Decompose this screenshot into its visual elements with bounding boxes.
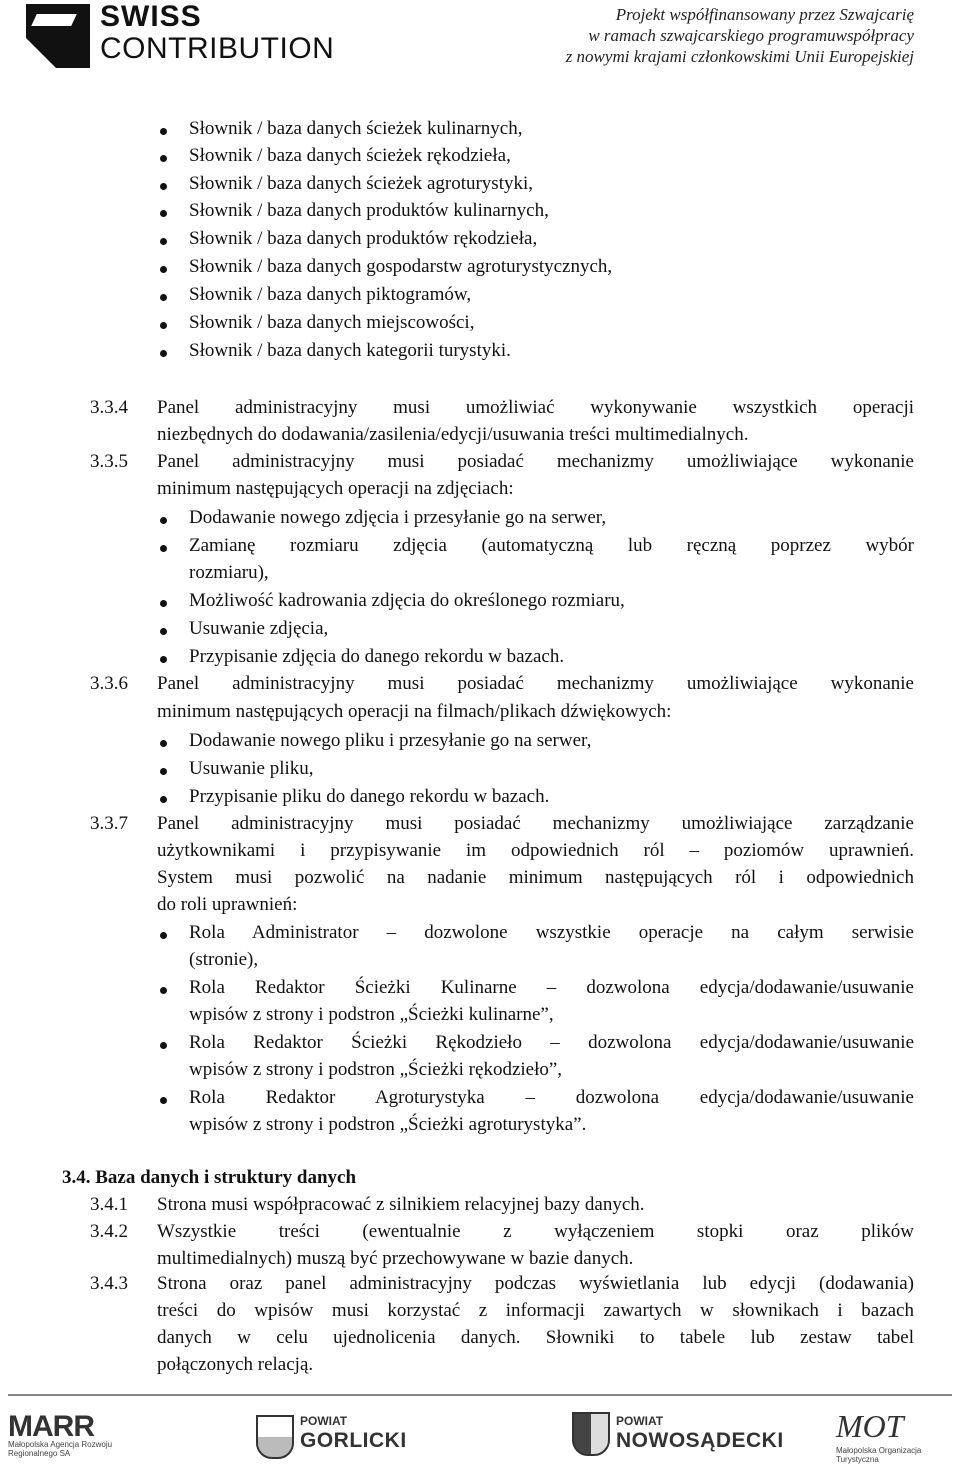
list-item: Zamianę rozmiaru zdjęcia (automatyczną lub ręczną poprzez wybór (189, 535, 914, 556)
tagline-line-3: z nowymi krajami członkowskimi Unii Europejskiej (565, 47, 914, 66)
section-number: 3.4.3 (90, 1273, 128, 1294)
mot-logo-caption: Małopolska Organizacja Turystyczna (836, 1446, 922, 1464)
paragraph-line: Panel administracyjny musi umożliwiać wykonywanie wszystkich operacji (157, 397, 914, 418)
list-item: Rola Redaktor Ścieżki Rękodzieło – dozwolona edycja/dodawanie/usuwanie (189, 1032, 914, 1053)
list-item: Przypisanie zdjęcia do danego rekordu w bazach. (189, 646, 565, 667)
paragraph-line: użytkownikami i przypisywanie im odpowiednich ról – poziomów uprawnień. (157, 840, 914, 861)
list-item-continuation: (stronie), (189, 949, 259, 970)
paragraph-line: do roli uprawnień: (157, 894, 298, 915)
list-item: Słownik / baza danych gospodarstw agroturystycznych, (189, 256, 613, 277)
section-heading: 3.4. Baza danych i struktury danych (62, 1167, 357, 1188)
list-item: Usuwanie pliku, (189, 758, 314, 779)
powiat-nowosadecki-name: NOWOSĄDECKI (616, 1429, 784, 1452)
list-item: Dodawanie nowego pliku i przesyłanie go na serwer, (189, 730, 592, 751)
list-item: Usuwanie zdjęcia, (189, 618, 329, 639)
paragraph-line: połączonych relacją. (157, 1354, 314, 1375)
paragraph-line: niezbędnych do dodawania/zasilenia/edycji/usuwania treści multimedialnych. (157, 424, 749, 445)
paragraph-line: multimedialnych) muszą być przechowywane w bazie danych. (157, 1248, 634, 1269)
footer-divider (8, 1394, 952, 1396)
list-item: Słownik / baza danych miejscowości, (189, 312, 475, 333)
powiat-gorlicki-label: POWIAT (300, 1414, 348, 1428)
paragraph-line: Strona oraz panel administracyjny podczas wyświetlania lub edycji (dodawania) (157, 1273, 914, 1294)
list-item: Rola Redaktor Ścieżki Kulinarne – dozwolona edycja/dodawanie/usuwanie (189, 977, 914, 998)
paragraph-line: treści do wpisów musi korzystać z informacji zawartych w słownikach i bazach (157, 1300, 914, 1321)
list-item: Słownik / baza danych ścieżek rękodzieła, (189, 145, 511, 166)
section-number: 3.4.2 (90, 1221, 128, 1242)
powiat-gorlicki-name: GORLICKI (300, 1429, 407, 1452)
tagline-line-1: Projekt współfinansowany przez Szwajcarię (615, 5, 914, 24)
marr-logo: MARR (8, 1410, 94, 1443)
logo-text-swiss: SWISS (100, 0, 202, 33)
list-item: Możliwość kadrowania zdjęcia do określonego rozmiaru, (189, 590, 625, 611)
paragraph-line: Wszystkie treści (ewentualnie z wyłączeniem stopki oraz plików (157, 1221, 914, 1242)
section-number: 3.3.5 (90, 451, 128, 472)
list-item-continuation: wpisów z strony i podstron „Ścieżki kulinarne”, (189, 1004, 554, 1025)
swiss-contribution-logo-icon (26, 4, 90, 68)
list-item: Słownik / baza danych kategorii turystyki. (189, 340, 511, 361)
paragraph-line: danych w celu ujednolicenia danych. Słowniki to tabele lub zestaw tabel (157, 1327, 914, 1348)
list-item: Słownik / baza danych ścieżek kulinarnych, (189, 118, 523, 139)
paragraph-line: Panel administracyjny musi posiadać mechanizmy umożliwiające wykonanie (157, 451, 914, 472)
marr-logo-caption: Małopolska Agencja Rozwoju Regionalnego SA (8, 1440, 113, 1458)
paragraph-line: Panel administracyjny musi posiadać mechanizmy umożliwiające wykonanie (157, 673, 914, 694)
list-item-continuation: wpisów z strony i podstron „Ścieżki agroturystyka”. (189, 1114, 587, 1135)
paragraph-line: minimum następujących operacji na zdjęciach: (157, 478, 514, 499)
powiat-nowosadecki-coat-of-arms-icon (572, 1412, 610, 1456)
list-item-continuation: rozmiaru), (189, 562, 269, 583)
mot-logo: MOT (836, 1408, 904, 1444)
section-number: 3.4.1 (90, 1194, 128, 1215)
paragraph-line: Strona musi współpracować z silnikiem relacyjnej bazy danych. (157, 1194, 645, 1215)
powiat-nowosadecki-label: POWIAT (616, 1414, 664, 1428)
section-number: 3.3.4 (90, 397, 128, 418)
list-item: Przypisanie pliku do danego rekordu w bazach. (189, 786, 550, 807)
list-item: Rola Administrator – dozwolone wszystkie operacje na całym serwisie (189, 922, 914, 943)
paragraph-line: minimum następujących operacji na filmach/plikach dźwiękowych: (157, 701, 672, 722)
section-number: 3.3.7 (90, 813, 128, 834)
paragraph-line: System musi pozwolić na nadanie minimum następujących ról i odpowiednich (157, 867, 914, 888)
list-item: Słownik / baza danych produktów rękodzieła, (189, 228, 538, 249)
list-item: Słownik / baza danych piktogramów, (189, 284, 472, 305)
paragraph-line: Panel administracyjny musi posiadać mechanizmy umożliwiające zarządzanie (157, 813, 914, 834)
list-item: Słownik / baza danych ścieżek agroturystyki, (189, 173, 534, 194)
list-item: Słownik / baza danych produktów kulinarnych, (189, 200, 549, 221)
section-number: 3.3.6 (90, 673, 128, 694)
list-item: Rola Redaktor Agroturystyka – dozwolona edycja/dodawanie/usuwanie (189, 1087, 914, 1108)
logo-text-contribution: CONTRIBUTION (100, 32, 335, 65)
powiat-gorlicki-coat-of-arms-icon (256, 1415, 294, 1459)
page-header (0, 0, 960, 80)
list-item-continuation: wpisów z strony i podstron „Ścieżki rękodzieło”, (189, 1059, 563, 1080)
list-item: Dodawanie nowego zdjęcia i przesyłanie go na serwer, (189, 507, 607, 528)
header-tagline (566, 4, 914, 67)
tagline-line-2: w ramach szwajcarskiego programuwspółpracy (588, 26, 914, 45)
